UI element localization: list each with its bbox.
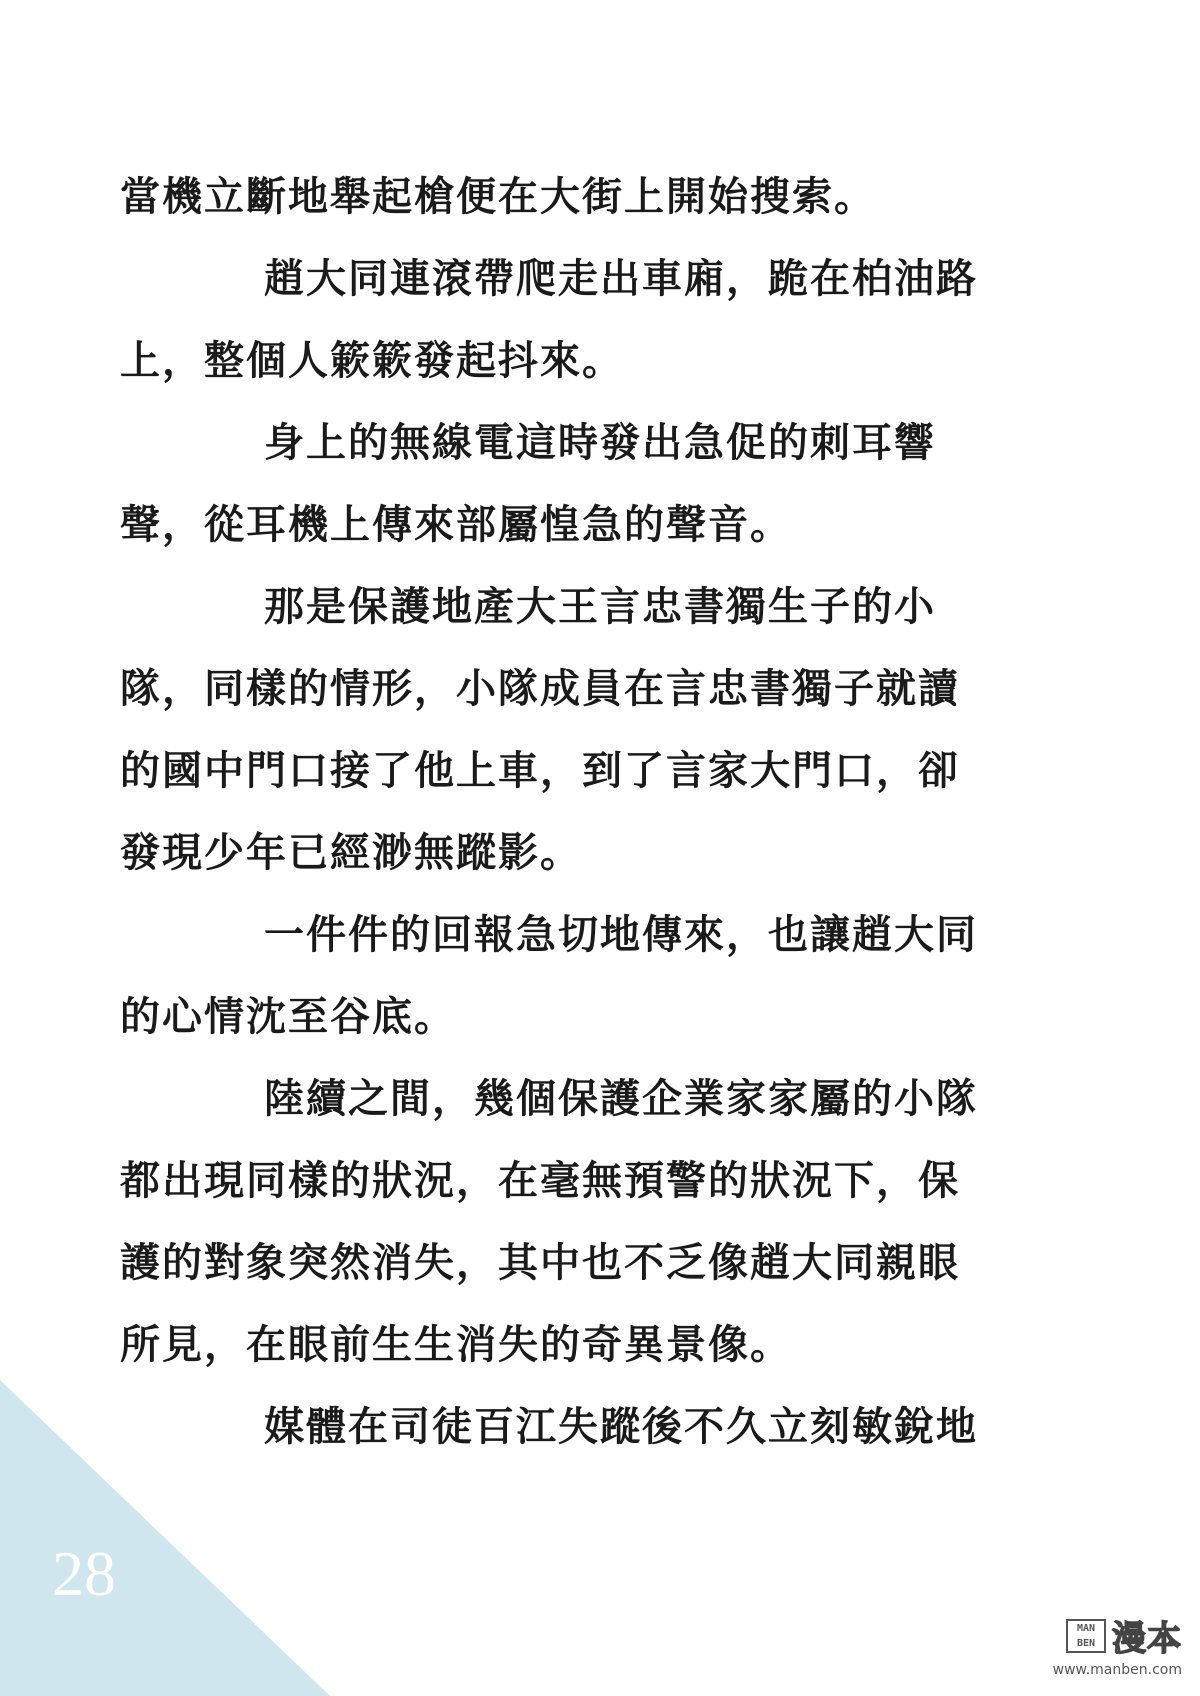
text-line: 上，整個人簌簌發起抖來。	[120, 338, 624, 384]
text-line: 那是保護地產大王言忠書獨生子的小	[264, 584, 936, 630]
body-text	[120, 156, 1080, 1468]
text-line: 都出現同樣的狀況，在毫無預警的狀況下，保	[120, 1158, 960, 1204]
watermark	[1053, 1611, 1182, 1678]
text-line: 媒體在司徒百江失蹤後不久立刻敏銳地	[264, 1404, 978, 1450]
text-line: 當機立斷地舉起槍便在大街上開始搜索。	[120, 174, 876, 220]
text-line: 趙大同連滾帶爬走出車廂，跪在柏油路	[264, 256, 978, 302]
watermark-url: www.manben.com	[1052, 1662, 1182, 1678]
text-line: 一件件的回報急切地傳來，也讓趙大同	[264, 912, 978, 958]
page-number: 28	[52, 1538, 116, 1609]
text-line: 護的對象突然消失，其中也不乏像趙大同親眼	[120, 1240, 960, 1286]
watermark-logo-box: MAN BEN	[1066, 1619, 1106, 1653]
text-line: 發現少年已經渺無蹤影。	[120, 830, 582, 876]
text-line: 隊，同樣的情形，小隊成員在言忠書獨子就讀	[120, 666, 960, 712]
text-line: 的心情沈至谷底。	[120, 994, 456, 1040]
text-line: 陸續之間，幾個保護企業家家屬的小隊	[264, 1076, 978, 1122]
text-line: 的國中門口接了他上車，到了言家大門口，卻	[120, 748, 960, 794]
watermark-name: 漫本	[1112, 1619, 1182, 1659]
text-line: 所見，在眼前生生消失的奇異景像。	[120, 1322, 792, 1368]
text-line: 身上的無線電這時發出急促的刺耳響	[264, 420, 936, 466]
text-line: 聲，從耳機上傳來部屬惶急的聲音。	[120, 502, 792, 548]
